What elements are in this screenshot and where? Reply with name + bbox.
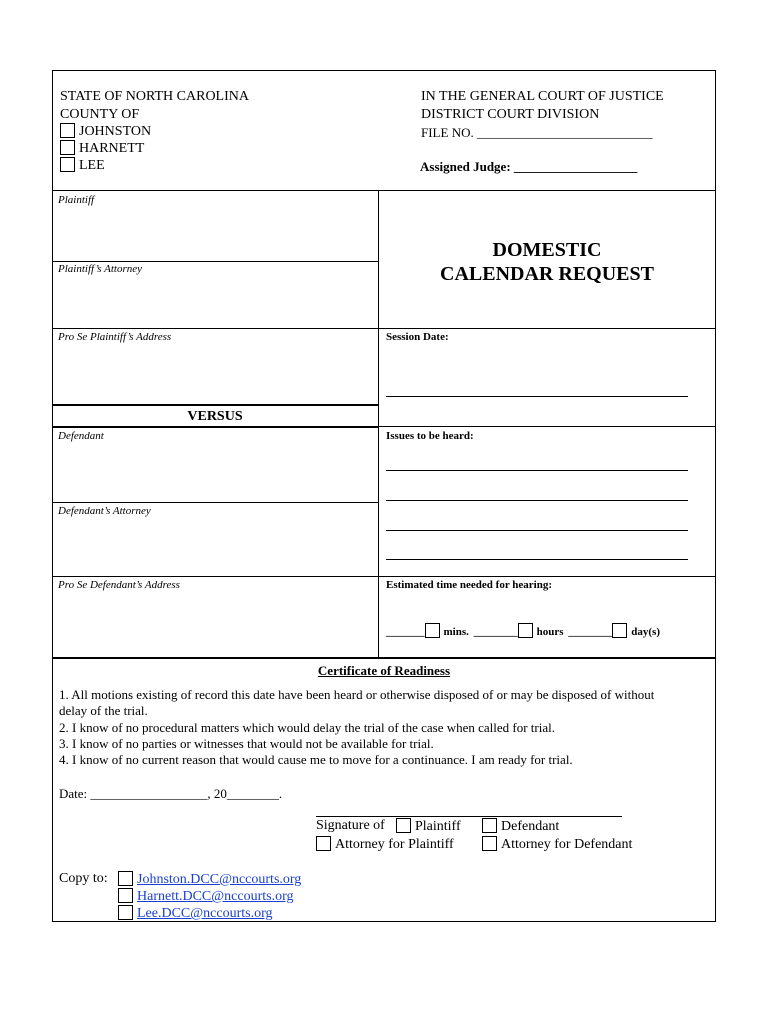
copy-to-label: Copy to: (59, 871, 108, 886)
days-checkbox[interactable] (612, 623, 627, 638)
pro-se-plaintiff-label: Pro Se Plaintiff’s Address (58, 331, 172, 343)
issues-input-line[interactable] (386, 559, 688, 560)
signature-line[interactable] (316, 816, 622, 817)
email-lee[interactable] (118, 905, 273, 922)
session-date-label: Session Date: (386, 331, 449, 343)
cert-item-1: 1. All motions existing of record this date have been heard or otherwise disposed of or may be disposed of without (59, 687, 655, 702)
sign-attorney-plaintiff-option[interactable]: Attorney for Plaintiff (316, 836, 454, 853)
divider (52, 576, 378, 577)
divider (52, 404, 378, 406)
divider (378, 426, 716, 427)
versus-label: VERSUS (187, 409, 243, 424)
divider (52, 328, 378, 329)
sign-defendant-option[interactable]: Defendant (482, 818, 559, 835)
county-of-label: COUNTY OF (60, 107, 140, 122)
county-johnston-checkbox[interactable] (60, 123, 75, 138)
sign-attorney-defendant-checkbox[interactable] (482, 836, 497, 851)
divider (378, 576, 716, 577)
hours-blank[interactable]: ________ (473, 626, 518, 638)
division-label: DISTRICT COURT DIVISION (421, 107, 600, 122)
email-lee-link[interactable]: Lee.DCC@nccourts.org (137, 906, 273, 921)
issues-input-line[interactable] (386, 500, 688, 501)
sign-plaintiff-option[interactable]: Plaintiff (396, 818, 461, 835)
estimated-time-row: _______ mins. ________ hours ________ day(s) (386, 623, 660, 639)
form-title-line2: CALENDAR REQUEST (440, 263, 654, 285)
email-harnett-checkbox[interactable] (118, 888, 133, 903)
sign-attorney-defendant-option[interactable]: Attorney for Defendant (482, 836, 632, 853)
date-field[interactable]: Date: __________________, 20________. (59, 786, 283, 801)
court-label: IN THE GENERAL COURT OF JUSTICE (421, 89, 664, 104)
issues-input-line[interactable] (386, 470, 688, 471)
email-harnett[interactable] (118, 888, 294, 905)
assigned-judge-field[interactable]: Assigned Judge: ___________________ (420, 159, 638, 174)
divider (52, 190, 716, 191)
county-harnett-checkbox[interactable] (60, 140, 75, 155)
email-harnett-link[interactable]: Harnett.DCC@nccourts.org (137, 889, 294, 904)
state-label: STATE OF NORTH CAROLINA (60, 89, 249, 104)
divider (378, 328, 716, 329)
mins-checkbox[interactable] (425, 623, 440, 638)
divider (52, 657, 716, 659)
plaintiff-attorney-label: Plaintiff’s Attorney (58, 263, 143, 275)
mins-blank[interactable]: _______ (386, 626, 425, 638)
email-johnston[interactable] (118, 871, 301, 888)
plaintiff-label: Plaintiff (58, 194, 95, 206)
divider (52, 261, 378, 262)
issues-label: Issues to be heard: (386, 430, 474, 442)
pro-se-defendant-label: Pro Se Defendant’s Address (58, 579, 180, 591)
days-blank[interactable]: ________ (568, 626, 613, 638)
sign-plaintiff-checkbox[interactable] (396, 818, 411, 833)
county-harnett[interactable]: HARNETT (60, 140, 144, 157)
county-lee-checkbox[interactable] (60, 157, 75, 172)
defendant-attorney-label: Defendant’s Attorney (58, 505, 151, 517)
form-title-line1: DOMESTIC (492, 239, 602, 261)
county-johnston[interactable]: JOHNSTON (60, 123, 151, 140)
county-lee[interactable]: LEE (60, 157, 105, 174)
divider (52, 426, 378, 428)
divider (52, 502, 378, 503)
email-johnston-checkbox[interactable] (118, 871, 133, 886)
session-date-input-line[interactable] (386, 396, 688, 397)
issues-input-line[interactable] (386, 530, 688, 531)
sign-defendant-checkbox[interactable] (482, 818, 497, 833)
file-number-field[interactable]: FILE NO. ___________________________ (421, 125, 653, 140)
sign-attorney-plaintiff-checkbox[interactable] (316, 836, 331, 851)
signature-of-label: Signature of (316, 818, 385, 833)
cert-item-2: 2. I know of no procedural matters which would delay the trial of the case when called for trial. (59, 720, 555, 735)
cert-item-3: 3. I know of no parties or witnesses that would not be available for trial. (59, 736, 434, 751)
estimated-time-label: Estimated time needed for hearing: (386, 579, 552, 591)
cert-item-1-cont: delay of the trial. (59, 703, 148, 718)
email-johnston-link[interactable]: Johnston.DCC@nccourts.org (137, 872, 302, 887)
defendant-label: Defendant (58, 430, 104, 442)
certificate-heading: Certificate of Readiness (317, 663, 451, 678)
email-lee-checkbox[interactable] (118, 905, 133, 920)
hours-checkbox[interactable] (518, 623, 533, 638)
cert-item-4: 4. I know of no current reason that would cause me to move for a continuance. I am ready for trial. (59, 752, 573, 767)
